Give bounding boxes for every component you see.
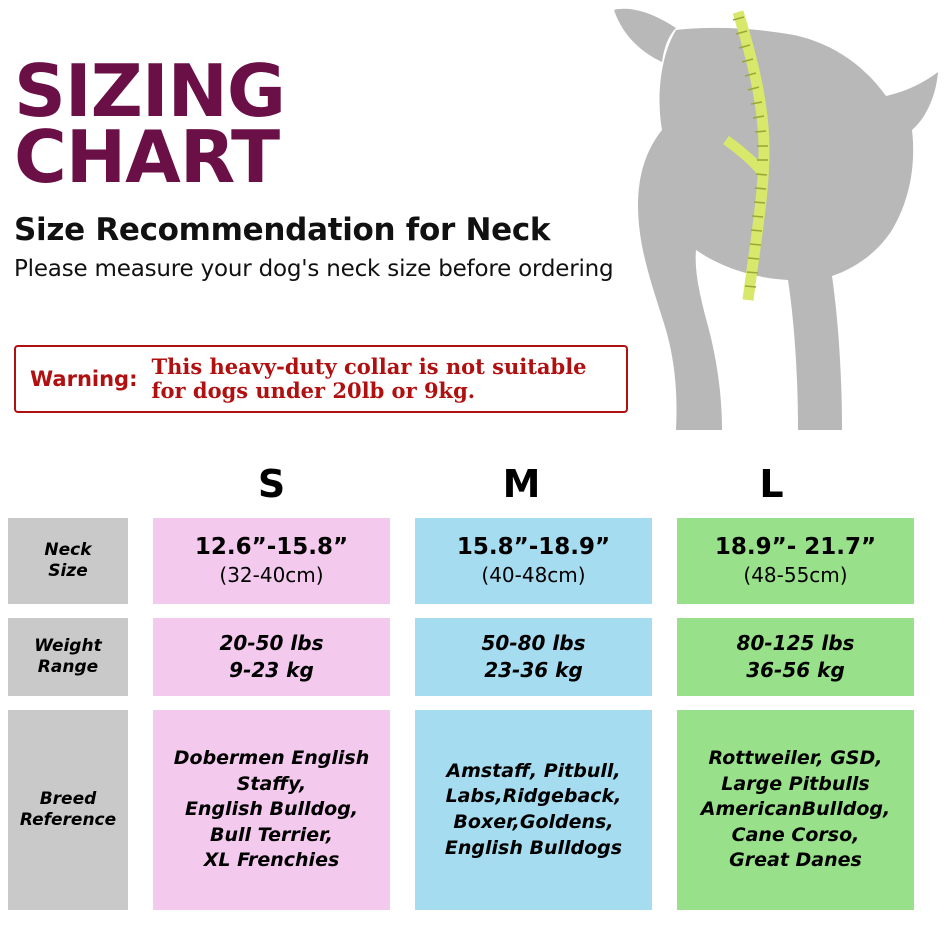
- cell-weight-small-lbs: 20-50 lbs: [219, 631, 324, 655]
- page-header: [14, 49, 674, 283]
- row-label-weight-line2: Range: [37, 657, 99, 677]
- breed-medium-line2: Labs,Ridgeback,: [445, 785, 622, 808]
- cell-weight-small: [153, 618, 390, 696]
- measuring-tape: [726, 12, 768, 300]
- page-title: [14, 49, 674, 200]
- cell-neck-large: [677, 518, 914, 604]
- cell-neck-large-inches: 18.9”- 21.7”: [714, 534, 877, 561]
- breed-medium-line1: Amstaff, Pitbull,: [446, 759, 621, 782]
- cell-weight-large-lbs: 80-125 lbs: [736, 631, 855, 655]
- warning-label: Warning:: [30, 367, 138, 391]
- cell-breed-small: [153, 710, 390, 910]
- cell-weight-medium-lbs: 50-80 lbs: [481, 631, 586, 655]
- row-label-breed-reference: [8, 710, 128, 910]
- breed-large-line5: Great Danes: [729, 849, 862, 872]
- page-title-line2: CHART: [14, 115, 280, 200]
- page-subtitle: Size Recommendation for Neck: [14, 212, 551, 249]
- cell-neck-medium-cm: (40-48cm): [481, 562, 586, 587]
- cell-breed-large: [677, 710, 914, 910]
- cell-neck-medium-inches: 15.8”-18.9”: [456, 534, 611, 561]
- cell-weight-medium: [415, 618, 652, 696]
- cell-weight-small-kg: 9-23 kg: [229, 658, 314, 682]
- table-row-weight-range: [8, 618, 938, 696]
- table-row-breed-reference: [8, 710, 938, 910]
- table-row-neck-size: [8, 518, 938, 604]
- cell-neck-small: [153, 518, 390, 604]
- cell-weight-large: [677, 618, 914, 696]
- page-instruction: Please measure your dog's neck size before ordering: [14, 256, 614, 283]
- row-label-weight-line1: Weight: [34, 635, 102, 656]
- breed-medium-line3: Boxer,Goldens,: [453, 811, 614, 833]
- warning-text-line1: This heavy-duty collar is not suitable: [151, 353, 587, 379]
- warning-text-line2: for dogs under 20lb or 9kg.: [151, 378, 476, 403]
- breed-small-line1: Dobermen English: [173, 746, 370, 769]
- row-label-neck-size: [8, 518, 128, 604]
- row-label-breed-line2: Reference: [19, 810, 117, 830]
- row-label-neck-line1: Neck: [44, 539, 92, 560]
- page-title-line1: SIZING: [14, 49, 285, 133]
- cell-neck-medium: [415, 518, 652, 604]
- warning-box: [14, 345, 628, 413]
- warning-text: [137, 355, 586, 403]
- breed-small-line5: XL Frenchies: [203, 849, 340, 872]
- cell-breed-medium: [415, 710, 652, 910]
- row-label-breed-line1: Breed: [39, 788, 97, 809]
- breed-large-line1: Rottweiler, GSD,: [708, 746, 883, 769]
- breed-large-line4: Cane Corso,: [731, 823, 860, 846]
- breed-large-line3: AmericanBulldog,: [700, 798, 891, 821]
- size-header-large: L: [759, 462, 784, 506]
- breed-small-line3: English Bulldog,: [184, 798, 359, 821]
- breed-small-line2: Staffy,: [236, 772, 307, 795]
- cell-weight-medium-kg: 23-36 kg: [484, 658, 583, 682]
- cell-weight-large-kg: 36-56 kg: [746, 658, 845, 682]
- breed-large-line2: Large Pitbulls: [721, 772, 870, 795]
- size-header-small: S: [257, 462, 286, 506]
- breed-medium-line4: English Bulldogs: [444, 836, 623, 859]
- cell-neck-small-cm: (32-40cm): [219, 562, 324, 587]
- size-header-row: [0, 462, 946, 512]
- breed-small-line4: Bull Terrier,: [210, 823, 333, 846]
- sizing-table: [8, 518, 938, 924]
- row-label-neck-line2: Size: [48, 561, 88, 581]
- cell-neck-large-cm: (48-55cm): [743, 562, 848, 587]
- cell-neck-small-inches: 12.6”-15.8”: [194, 534, 349, 561]
- size-header-medium: M: [502, 462, 541, 506]
- row-label-weight-range: [8, 618, 128, 696]
